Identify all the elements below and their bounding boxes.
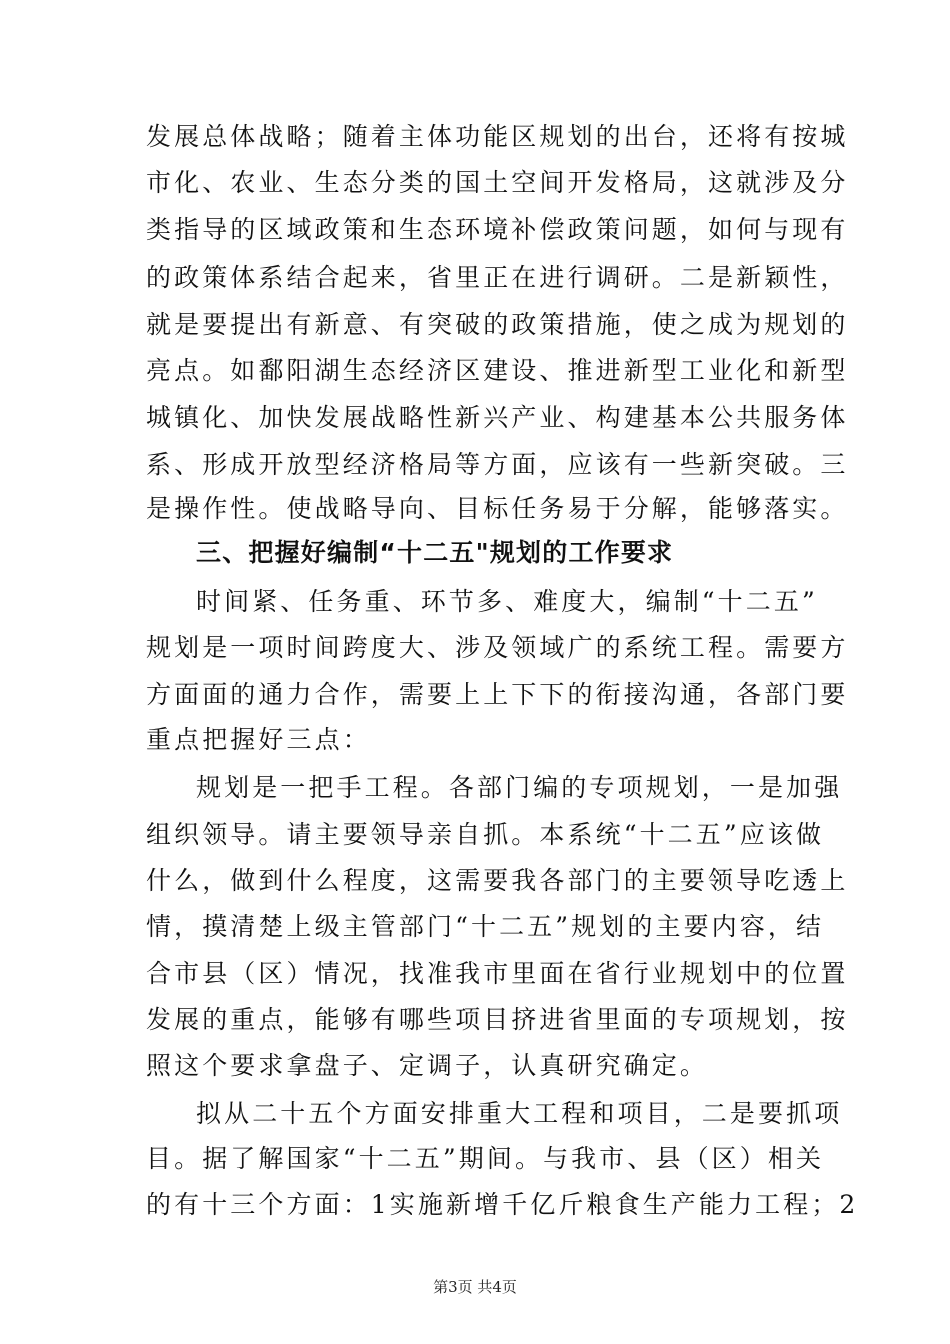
paragraph-line: 规划是一把手工程。各部门编的专项规划，一是加强 [196,773,843,802]
paragraph-line: 发展总体战略；随着主体功能区规划的出台，还将有按城 [146,122,849,151]
paragraph-line: 是操作性。使战略导向、目标任务易于分解，能够落实。 [146,494,849,523]
paragraph-line: 规划是一项时间跨度大、涉及领域广的系统工程。需要方 [146,633,849,662]
paragraph-line: 发展的重点，能够有哪些项目挤进省里面的专项规划，按 [146,1005,849,1034]
paragraph-line: 时间紧、任务重、环节多、难度大，编制“十二五” [196,587,818,616]
paragraph-line: 拟从二十五个方面安排重大工程和项目，二是要抓项 [196,1099,843,1128]
paragraph-line: 什么，做到什么程度，这需要我各部门的主要领导吃透上 [146,866,849,895]
paragraph-line: 的有十三个方面：1实施新增千亿斤粮食生产能力工程；2 [146,1190,859,1219]
paragraph-line: 类指导的区域政策和生态环境补偿政策问题，如何与现有 [146,215,849,244]
paragraph-line: 的政策体系结合起来，省里正在进行调研。二是新颖性， [146,263,849,292]
paragraph-line: 就是要提出有新意、有突破的政策措施，使之成为规划的 [146,310,849,339]
paragraph-line: 城镇化、加快发展战略性新兴产业、构建基本公共服务体 [146,403,849,432]
paragraph-line: 重点把握好三点： [146,725,371,754]
paragraph-line: 系、形成开放型经济格局等方面，应该有一些新突破。三 [146,450,849,479]
paragraph-line: 市化、农业、生态分类的国土空间开发格局，这就涉及分 [146,168,849,197]
paragraph-line: 照这个要求拿盘子、定调子，认真研究确定。 [146,1051,709,1080]
paragraph-line: 情，摸清楚上级主管部门“十二五”规划的主要内容，结 [146,912,825,941]
paragraph-line: 目。据了解国家“十二五”期间。与我市、县（区）相关 [146,1144,825,1173]
paragraph-line: 亮点。如鄱阳湖生态经济区建设、推进新型工业化和新型 [146,356,849,385]
page-number-footer: 第3页 共4页 [433,1278,517,1296]
paragraph-line: 方面面的通力合作，需要上上下下的衔接沟通，各部门要 [146,680,849,709]
section-heading: 三、把握好编制“十二五"规划的工作要求 [196,538,674,567]
paragraph-line: 合市县（区）情况，找准我市里面在省行业规划中的位置 [146,959,849,988]
paragraph-line: 组织领导。请主要领导亲自抓。本系统“十二五”应该做 [146,820,825,849]
